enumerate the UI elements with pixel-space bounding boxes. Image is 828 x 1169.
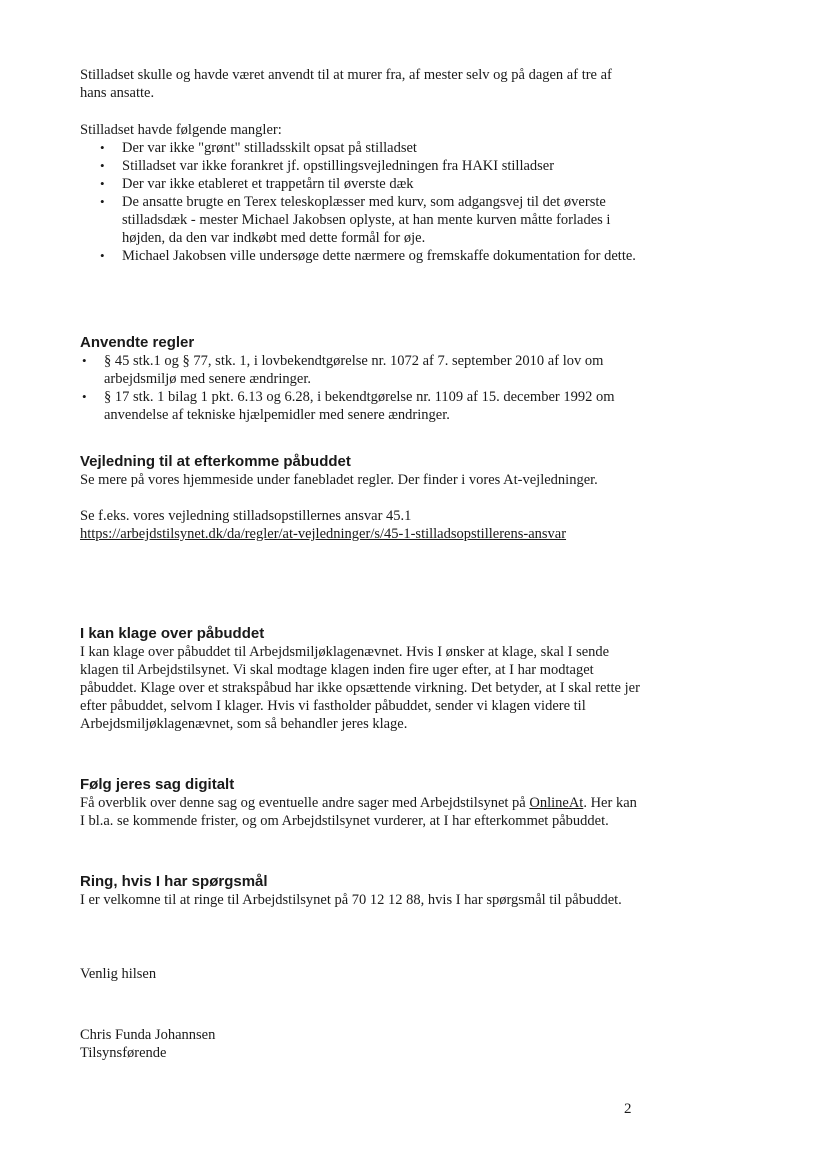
regler-list [80, 352, 640, 424]
signer-name: Chris Funda Johannsen [80, 1027, 216, 1043]
digitalt-text-before: Få overblik over denne sag og eventuelle andre sager med Arbejdstilsynet på [80, 795, 526, 811]
signer-title: Tilsynsførende [80, 1045, 167, 1061]
signature-block [80, 1026, 640, 1062]
regler-heading: Anvendte regler [80, 334, 195, 351]
list-item: • De ansatte brugte en Terex teleskoplæsser med kurv, som adgangsvej til det øverste stilladsdæk - mester Michael Jakobsen oplyste, at han mente kurven måtte forlades i højden, da den var indkøbt med dette formål for øje. [80, 193, 640, 247]
page-number: 2 [624, 1101, 632, 1117]
ring-text: I er velkomne til at ringe til Arbejdstilsynet på 70 12 12 88, hvis I har spørgsmål til påbuddet. [80, 892, 622, 908]
closing-greeting: Venlig hilsen [80, 966, 157, 982]
digitalt-paragraph [80, 794, 640, 830]
mangler-heading: Stilladset havde følgende mangler: [80, 122, 282, 138]
digitalt-section [80, 776, 640, 830]
digitalt-heading: Følg jeres sag digitalt [80, 776, 235, 793]
digitalt-text-after: . Her kan I bl.a. se kommende frister, og om Arbejdstilsynet vurderer, at I har efterkommet påbuddet. [80, 795, 637, 829]
vejledning-section [80, 453, 640, 543]
regler-section [80, 334, 640, 424]
list-item: • Stilladset var ikke forankret jf. opstillingsvejledningen fra HAKI stilladser [80, 157, 640, 175]
list-item: • Der var ikke "grønt" stilladsskilt opsat på stilladset [80, 139, 640, 157]
vejledning-example: Se f.eks. vores vejledning stilladsopstillernes ansvar 45.1 [80, 508, 412, 524]
list-item: • § 17 stk. 1 bilag 1 pkt. 6.13 og 6.28, i bekendtgørelse nr. 1109 af 15. december 1992 om anvendelse af tekniske hjælpemidler med senere ændringer. [80, 388, 640, 424]
klage-heading: I kan klage over påbuddet [80, 625, 265, 642]
mangler-list [80, 139, 640, 265]
ring-heading: Ring, hvis I har spørgsmål [80, 873, 268, 890]
list-item: • Michael Jakobsen ville undersøge dette nærmere og fremskaffe dokumentation for dette. [80, 247, 640, 265]
intro-paragraph: Stilladset skulle og havde været anvendt til at murer fra, af mester selv og på dagen af tre af hans ansatte. [80, 67, 612, 101]
list-item: • § 45 stk.1 og § 77, stk. 1, i lovbekendtgørelse nr. 1072 af 7. september 2010 af lov om arbejdsmiljø med senere ændringer. [80, 352, 640, 388]
klage-section [80, 625, 640, 733]
klage-text: I kan klage over påbuddet til Arbejdsmiljøklagenævnet. Hvis I ønsker at klage, skal I sende klagen til Arbejdstilsynet. Vi skal modtage klagen inden fire uger efter, at I har modtaget påbuddet. Klage over et strakspåbud har ikke opsættende virkning. Det betyder, at I skal rette jer efter påbuddet, selvom I klager. Hvis vi fastholder påbuddet, sender vi klagen videre til Arbejdsmiljøklagenævnet, som så behandler jeres klage. [80, 644, 640, 732]
ring-section [80, 873, 640, 909]
vejledning-text: Se mere på vores hjemmeside under fanebladet regler. Der finder i vores At-vejledninger. [80, 472, 598, 488]
list-item: • Der var ikke etableret et trappetårn til øverste dæk [80, 175, 640, 193]
vejledning-heading: Vejledning til at efterkomme påbuddet [80, 453, 351, 470]
vejledning-link[interactable]: https://arbejdstilsynet.dk/da/regler/at-vejledninger/s/45-1-stilladsopstillerens-ansvar [80, 526, 567, 542]
mangler-section [80, 121, 640, 265]
onlineat-link[interactable]: OnlineAt [529, 795, 584, 811]
